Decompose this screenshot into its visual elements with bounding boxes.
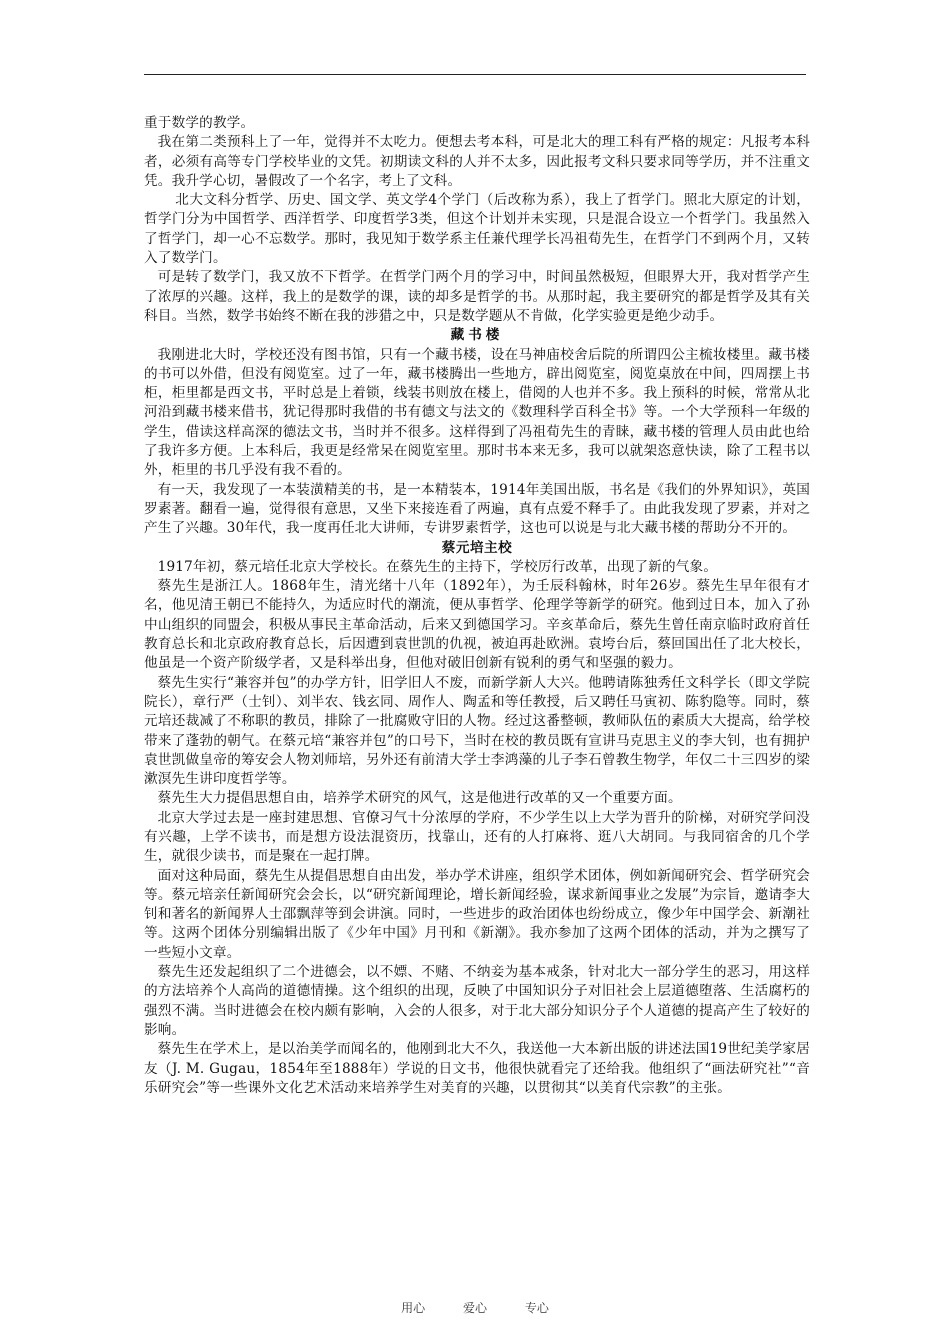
paragraph: 我在第二类预科上了一年，觉得并不太吃力。便想去考本科，可是北大的理工科有严格的规定：凡报考本科者，必须有高等专门学校毕业的文凭。初期读文科的人并不太多，因此报考文科只要求同等学历，并不注重文凭。我升学心切，暑假改了一个名字，考上了文科。 — [144, 134, 810, 189]
paragraph: 蔡先生实行“兼容并包”的办学方针，旧学旧人不废，而新学新人大兴。他聘请陈独秀任文科学长（即文学院院长），章行严（士钊）、刘半农、钱玄同、周作人、陶孟和等任教授，后又聘任马寅初、陈豹隐等。同时，蔡元培还裁减了不称职的教员，排除了一批腐败守旧的人物。经过这番整顿，教师队伍的素质大大提高，给学校带来了蓬勃的朝气。在蔡元培“兼容并包”的口号下，当时在校的教员既有宣讲马克思主义的李大钊，也有拥护袁世凯做皇帝的筹安会人物刘师培，另外还有前清大学士李鸿藻的儿子李石曾教生物学，年仅二十三四岁的梁漱溟先生讲印度哲学等。 — [144, 674, 810, 788]
header-rule — [144, 74, 806, 75]
paragraph: 北京大学过去是一座封建思想、官僚习气十分浓厚的学府，不少学生以上大学为晋升的阶梯，对研究学问没有兴趣，上学不读书，而是想方设法混资历，找靠山，还有的人打麻将、逛八大胡同。与我同宿舍的几个学生，就很少读书，而是聚在一起打牌。 — [144, 809, 810, 865]
paragraph: 蔡先生在学术上，是以治美学而闻名的，他刚到北大不久，我送他一大本新出版的讲述法国19世纪美学家居友（J. M. Gugau，1854年至1888年）学说的日文书，他很快就看完了还给我。他组织了“画法研究社”“音乐研究会”等一些课外文化艺术活动来培养学生对美育的兴趣，以贯彻其“以美育代宗教”的主张。 — [144, 1041, 810, 1096]
paragraph: 重于数学的教学。 — [144, 115, 255, 131]
footer-motto-3: 专心 — [524, 1301, 549, 1315]
paragraph: 蔡先生大力提倡思想自由，培养学术研究的风气，这是他进行改革的又一个重要方面。 — [157, 790, 682, 807]
paragraph: 可是转了数学门，我又放不下哲学。在哲学门两个月的学习中，时间虽然极短，但眼界大开，我对哲学产生了浓厚的兴趣。这样，我上的是数学的课，读的却多是哲学的书。从那时起，我主要研究的都是哲学及其有关科目。当然，数学书始终不断在我的涉猎之中，只是数学题从不肯做，化学实验更是绝少动手。 — [144, 269, 810, 324]
footer-motto-1: 用心 — [401, 1301, 426, 1315]
section-heading-cai-yuanpei: 蔡元培主校 — [441, 539, 513, 556]
page-footer — [0, 1299, 950, 1316]
paragraph: 北大文科分哲学、历史、国文学、英文学4个学门（后改称为系），我上了哲学门。照北大原定的计划，哲学门分为中国哲学、西洋哲学、印度哲学3类，但这个计划并未实现，只是混合设立一个哲学门。我虽然入了哲学门，却一心不忘数学。那时，我见知于数学系主任兼代理学长冯祖荀先生，在哲学门不到两个月，又转入了数学门。 — [144, 192, 810, 267]
paragraph: 蔡先生是浙江人。1868年生，清光绪十八年（1892年），为壬辰科翰林，时年26岁。蔡先生早年很有才名，他见清王朝已不能持久，为适应时代的潮流，便从事哲学、伦理学等新学的研究。他到过日本，加入了孙中山组织的同盟会，积极从事民主革命活动，后来又到德国学习。辛亥革命后，蔡先生曾任南京临时政府首任教育总长和北京政府教育总长，后因遭到袁世凯的仇视，被迫再赴欧洲。袁垮台后，蔡回国出任了北大校长，他虽是一个资产阶级学者，又是科举出身，但他对破旧创新有锐利的勇气和坚强的毅力。 — [144, 578, 810, 672]
document-body — [144, 114, 810, 1098]
section-heading-library: 藏书楼 — [450, 327, 504, 344]
paragraph: 1917年初，蔡元培任北京大学校长。在蔡先生的主持下，学校厉行改革，出现了新的气象。 — [157, 558, 718, 575]
paragraph: 有一天，我发现了一本装潢精美的书，是一本精装本，1914年美国出版，书名是《我们的外界知识》，英国罗素著。翻看一遍，觉得很有意思，又坐下来接连看了两遍，真有点爱不释手了。由此我发现了罗素，并对之产生了兴趣。30年代，我一度再任北大讲师，专讲罗素哲学，这也可以说是与北大藏书楼的帮助分不开的。 — [144, 481, 810, 537]
footer-motto-2: 爱心 — [462, 1301, 487, 1315]
paragraph: 面对这种局面，蔡先生从提倡思想自由出发，举办学术讲座，组织学术团体，例如新闻研究会、哲学研究会等。蔡元培亲任新闻研究会会长，以“研究新闻理论，增长新闻经验，谋求新闻事业之发展”为宗旨，邀请李大钊和著名的新闻界人士邵飘萍等到会讲演。同时，一些进步的政治团体也纷纷成立，像少年中国学会、新潮社等。这两个团体分别编辑出版了《少年中国》月刊和《新潮》。我亦参加了这两个团体的活动，并为之撰写了一些短小文章。 — [144, 867, 810, 961]
paragraph: 蔡先生还发起组织了二个进德会，以不嫖、不赌、不纳妾为基本戒条，针对北大一部分学生的恶习，用这样的方法培养个人高尚的道德情操。这个组织的出现，反映了中国知识分子对旧社会上层道德堕落、生活腐朽的强烈不满。当时进德会在校内颇有影响，入会的人很多，对于北大部分知识分子个人道德的提高产生了较好的影响。 — [144, 964, 810, 1038]
paragraph: 我刚进北大时，学校还没有图书馆，只有一个藏书楼，设在马神庙校舍后院的所谓四公主梳妆楼里。藏书楼的书可以外借，但没有阅览室。过了一年，藏书楼腾出一些地方，辟出阅览室，阅览桌放在中间，四周摆上书柜，柜里都是西文书，平时总是上着锁，线装书则放在楼上，借阅的人也并不多。我上预科的时候，常常从北河沿到藏书楼来借书，犹记得那时我借的书有德文与法文的《数理科学百科全书》等。一个大学预科一年级的学生，借读这样高深的德法文书，当时并不很多。这样得到了冯祖荀先生的青睐，藏书楼的管理人员由此也给了我许多方便。上本科后，我更是经常呆在阅览室里。那时书本来无多，我可以就架恣意快读，除了工程书以外，柜里的书几乎没有我不看的。 — [144, 346, 810, 479]
